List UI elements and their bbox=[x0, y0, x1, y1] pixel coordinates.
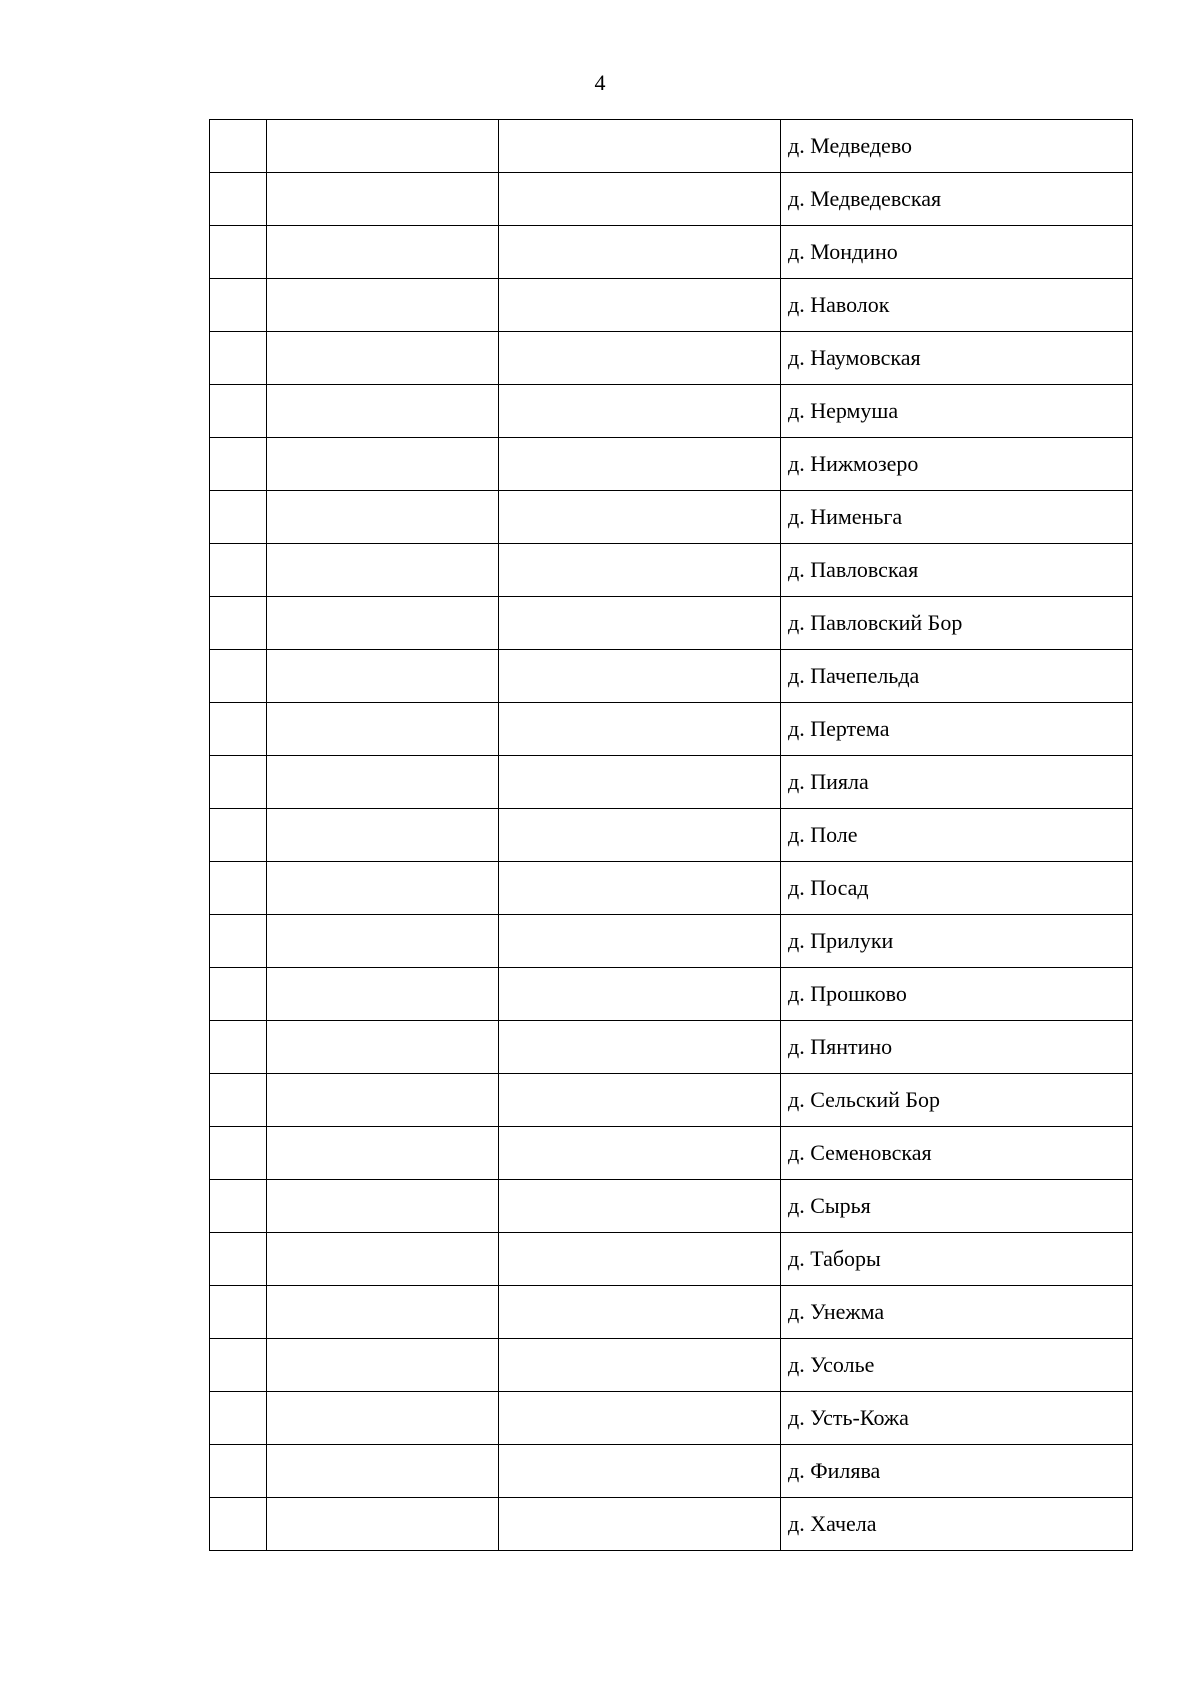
table-row bbox=[210, 1021, 1133, 1074]
table-row bbox=[210, 1127, 1133, 1180]
cell-municipality bbox=[499, 1498, 781, 1551]
cell-municipality bbox=[499, 385, 781, 438]
table-row bbox=[210, 756, 1133, 809]
table-row bbox=[210, 809, 1133, 862]
cell-district bbox=[267, 1286, 499, 1339]
cell-district bbox=[267, 226, 499, 279]
cell-number bbox=[210, 597, 267, 650]
cell-municipality bbox=[499, 120, 781, 173]
cell-municipality bbox=[499, 438, 781, 491]
cell-number bbox=[210, 703, 267, 756]
table-row bbox=[210, 1498, 1133, 1551]
cell-district bbox=[267, 544, 499, 597]
cell-district bbox=[267, 120, 499, 173]
cell-municipality bbox=[499, 1021, 781, 1074]
cell-number bbox=[210, 862, 267, 915]
cell-municipality bbox=[499, 1180, 781, 1233]
cell-number bbox=[210, 756, 267, 809]
cell-district bbox=[267, 1074, 499, 1127]
cell-number bbox=[210, 1021, 267, 1074]
cell-district bbox=[267, 1233, 499, 1286]
cell-settlement-name: д. Филява bbox=[781, 1445, 1133, 1498]
page-number: 4 bbox=[594, 70, 606, 95]
table-row bbox=[210, 438, 1133, 491]
cell-district bbox=[267, 279, 499, 332]
cell-settlement-name: д. Нименьга bbox=[781, 491, 1133, 544]
table-row bbox=[210, 1233, 1133, 1286]
cell-municipality bbox=[499, 650, 781, 703]
cell-number bbox=[210, 120, 267, 173]
cell-settlement-name: д. Медведевская bbox=[781, 173, 1133, 226]
cell-municipality bbox=[499, 491, 781, 544]
cell-number bbox=[210, 279, 267, 332]
cell-number bbox=[210, 1445, 267, 1498]
cell-municipality bbox=[499, 332, 781, 385]
cell-district bbox=[267, 1498, 499, 1551]
cell-settlement-name: д. Усолье bbox=[781, 1339, 1133, 1392]
table-row bbox=[210, 650, 1133, 703]
cell-district bbox=[267, 650, 499, 703]
cell-district bbox=[267, 968, 499, 1021]
cell-settlement-name: д. Наумовская bbox=[781, 332, 1133, 385]
table-row bbox=[210, 1339, 1133, 1392]
cell-municipality bbox=[499, 1392, 781, 1445]
cell-number bbox=[210, 438, 267, 491]
cell-number bbox=[210, 1180, 267, 1233]
cell-settlement-name: д. Прилуки bbox=[781, 915, 1133, 968]
cell-municipality bbox=[499, 862, 781, 915]
cell-district bbox=[267, 1392, 499, 1445]
table-row bbox=[210, 1286, 1133, 1339]
table-row bbox=[210, 1074, 1133, 1127]
cell-district bbox=[267, 703, 499, 756]
settlements-table bbox=[209, 119, 1133, 1551]
cell-district bbox=[267, 1180, 499, 1233]
cell-municipality bbox=[499, 968, 781, 1021]
cell-district bbox=[267, 756, 499, 809]
table-row bbox=[210, 703, 1133, 756]
cell-number bbox=[210, 1286, 267, 1339]
cell-settlement-name: д. Наволок bbox=[781, 279, 1133, 332]
cell-settlement-name: д. Пянтино bbox=[781, 1021, 1133, 1074]
table-row bbox=[210, 968, 1133, 1021]
table-row bbox=[210, 1392, 1133, 1445]
cell-settlement-name: д. Прошково bbox=[781, 968, 1133, 1021]
table-row bbox=[210, 120, 1133, 173]
cell-number bbox=[210, 544, 267, 597]
cell-municipality bbox=[499, 279, 781, 332]
cell-district bbox=[267, 915, 499, 968]
cell-district bbox=[267, 1339, 499, 1392]
cell-settlement-name: д. Пертема bbox=[781, 703, 1133, 756]
cell-settlement-name: д. Нермуша bbox=[781, 385, 1133, 438]
cell-district bbox=[267, 1021, 499, 1074]
cell-settlement-name: д. Пачепельда bbox=[781, 650, 1133, 703]
cell-settlement-name: д. Нижмозеро bbox=[781, 438, 1133, 491]
cell-number bbox=[210, 809, 267, 862]
table-row bbox=[210, 279, 1133, 332]
table-row bbox=[210, 1180, 1133, 1233]
table-row bbox=[210, 173, 1133, 226]
cell-number bbox=[210, 491, 267, 544]
cell-municipality bbox=[499, 1074, 781, 1127]
cell-municipality bbox=[499, 915, 781, 968]
cell-settlement-name: д. Поле bbox=[781, 809, 1133, 862]
cell-number bbox=[210, 915, 267, 968]
cell-municipality bbox=[499, 226, 781, 279]
table-row bbox=[210, 332, 1133, 385]
cell-settlement-name: д. Мондино bbox=[781, 226, 1133, 279]
cell-number bbox=[210, 968, 267, 1021]
cell-district bbox=[267, 862, 499, 915]
cell-settlement-name: д. Медведево bbox=[781, 120, 1133, 173]
cell-number bbox=[210, 1127, 267, 1180]
cell-municipality bbox=[499, 1445, 781, 1498]
table-row bbox=[210, 915, 1133, 968]
cell-number bbox=[210, 1392, 267, 1445]
cell-district bbox=[267, 1127, 499, 1180]
cell-municipality bbox=[499, 703, 781, 756]
cell-district bbox=[267, 491, 499, 544]
cell-number bbox=[210, 1074, 267, 1127]
cell-district bbox=[267, 332, 499, 385]
cell-number bbox=[210, 226, 267, 279]
cell-settlement-name: д. Павловская bbox=[781, 544, 1133, 597]
cell-settlement-name: д. Таборы bbox=[781, 1233, 1133, 1286]
cell-number bbox=[210, 385, 267, 438]
cell-settlement-name: д. Сельский Бор bbox=[781, 1074, 1133, 1127]
cell-municipality bbox=[499, 1339, 781, 1392]
cell-municipality bbox=[499, 544, 781, 597]
cell-number bbox=[210, 1233, 267, 1286]
cell-district bbox=[267, 173, 499, 226]
cell-settlement-name: д. Унежма bbox=[781, 1286, 1133, 1339]
table-row bbox=[210, 862, 1133, 915]
cell-municipality bbox=[499, 1286, 781, 1339]
cell-number bbox=[210, 650, 267, 703]
cell-district bbox=[267, 385, 499, 438]
table-row bbox=[210, 491, 1133, 544]
cell-municipality bbox=[499, 756, 781, 809]
cell-municipality bbox=[499, 809, 781, 862]
table-row bbox=[210, 544, 1133, 597]
cell-municipality bbox=[499, 1127, 781, 1180]
cell-number bbox=[210, 1339, 267, 1392]
cell-municipality bbox=[499, 173, 781, 226]
cell-number bbox=[210, 1498, 267, 1551]
table-row bbox=[210, 1445, 1133, 1498]
cell-settlement-name: д. Павловский Бор bbox=[781, 597, 1133, 650]
cell-settlement-name: д. Семеновская bbox=[781, 1127, 1133, 1180]
table-row bbox=[210, 385, 1133, 438]
cell-municipality bbox=[499, 1233, 781, 1286]
settlements-table-body bbox=[210, 120, 1133, 1551]
cell-number bbox=[210, 173, 267, 226]
cell-municipality bbox=[499, 597, 781, 650]
cell-settlement-name: д. Хачела bbox=[781, 1498, 1133, 1551]
cell-number bbox=[210, 332, 267, 385]
cell-district bbox=[267, 809, 499, 862]
cell-settlement-name: д. Сырья bbox=[781, 1180, 1133, 1233]
table-row bbox=[210, 597, 1133, 650]
cell-settlement-name: д. Посад bbox=[781, 862, 1133, 915]
table-row bbox=[210, 226, 1133, 279]
cell-settlement-name: д. Усть-Кожа bbox=[781, 1392, 1133, 1445]
cell-settlement-name: д. Пияла bbox=[781, 756, 1133, 809]
cell-district bbox=[267, 438, 499, 491]
cell-district bbox=[267, 1445, 499, 1498]
cell-district bbox=[267, 597, 499, 650]
